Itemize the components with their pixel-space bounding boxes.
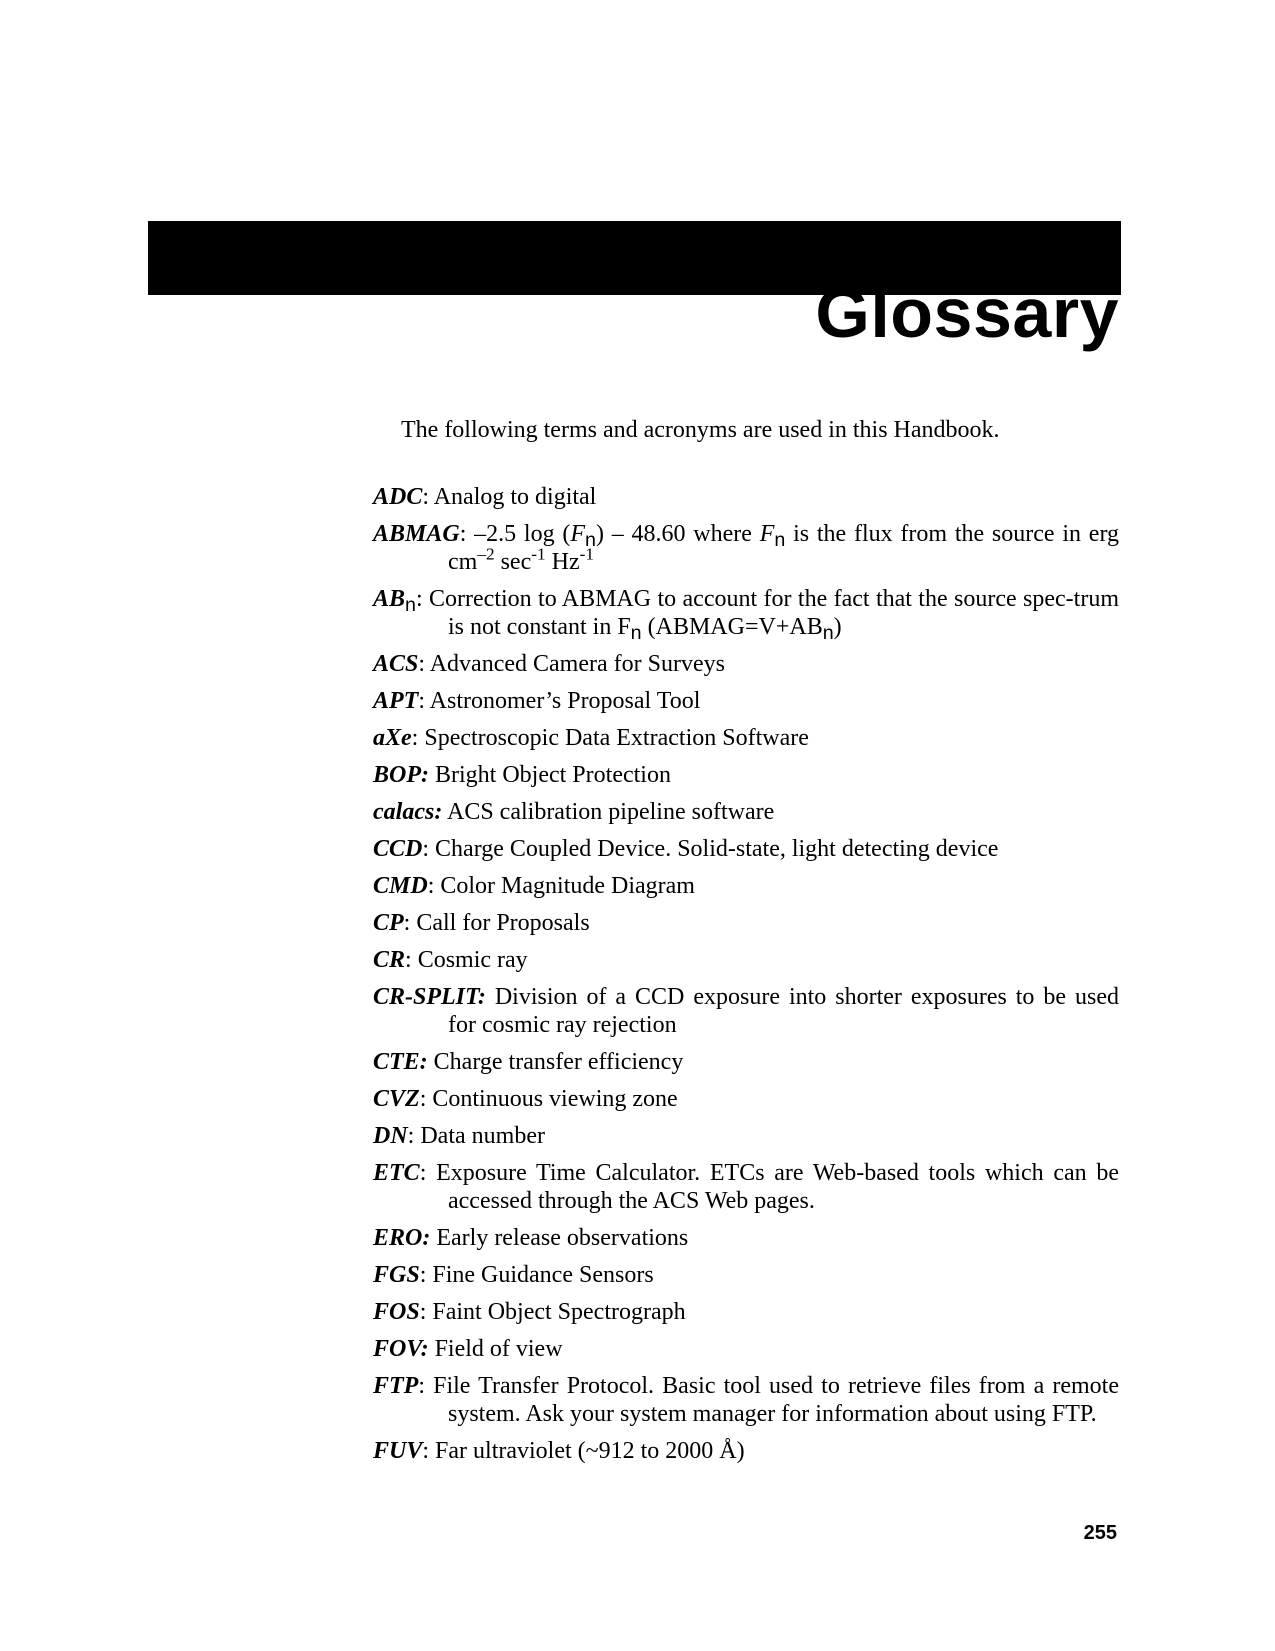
subscript: n (405, 593, 416, 616)
glossary-term: ACS (373, 651, 419, 677)
glossary-term: ETC (373, 1160, 420, 1186)
glossary-separator: : (419, 1262, 427, 1288)
glossary-entry-apt (373, 687, 1119, 715)
glossary-separator: : (419, 1160, 427, 1186)
glossary-term: FTP (373, 1373, 419, 1399)
superscript: -1 (579, 544, 595, 564)
variable: F (759, 521, 775, 547)
glossary-definition: Early release observations (430, 1225, 689, 1251)
glossary-definition: Astronomer’s Proposal Tool (425, 688, 701, 714)
glossary-entry-fgs (373, 1261, 1119, 1289)
glossary-separator: : (427, 873, 435, 899)
glossary-entry-ftp (373, 1372, 1119, 1428)
glossary-separator: : (419, 1086, 427, 1112)
glossary-entry-adc (373, 483, 1119, 511)
glossary-definition: Cosmic ray (411, 947, 528, 973)
glossary-entry-ero (373, 1224, 1119, 1252)
glossary-definition: Exposure Time Calculator. ETCs are Web-based tools which can be accessed through the ACS Web pages. (426, 1160, 1119, 1214)
subscript: n (774, 528, 786, 551)
glossary-entry-dn (373, 1122, 1119, 1150)
glossary-term: calacs: (373, 799, 443, 825)
glossary-term: FGS (373, 1262, 420, 1288)
subscript: n (630, 621, 642, 644)
glossary-term: APT (373, 688, 419, 714)
glossary-term: FUV (373, 1438, 423, 1464)
glossary-term: CP (373, 910, 404, 936)
glossary-separator: : (407, 1123, 415, 1149)
variable: F (570, 521, 586, 547)
definition-text: sec (494, 549, 532, 575)
glossary-separator: : (418, 688, 425, 714)
glossary-term: CCD (373, 836, 423, 862)
glossary-definition: Charge transfer efficiency (427, 1049, 684, 1075)
glossary-definition: Faint Object Spectrograph (426, 1299, 686, 1325)
glossary-term: ADC (373, 484, 423, 510)
glossary-entry-etc (373, 1159, 1119, 1215)
glossary-definition: Color Magnitude Diagram (434, 873, 695, 899)
glossary-entry-abmag (373, 520, 1119, 576)
page-number: 255 (1083, 1522, 1117, 1544)
glossary-entry-cr (373, 946, 1119, 974)
glossary-definition: ACS calibration pipeline software (442, 799, 775, 825)
glossary-separator: : (405, 947, 412, 973)
glossary-definition: Call for Proposals (410, 910, 590, 936)
glossary-separator: : (422, 484, 430, 510)
glossary-term: CVZ (373, 1086, 420, 1112)
superscript: -1 (531, 544, 546, 564)
glossary-separator: : (422, 836, 430, 862)
glossary-entry-cmd (373, 872, 1119, 900)
definition-text: (ABMAG=V+AB (641, 614, 823, 640)
glossary-entry-abn (373, 585, 1119, 644)
glossary-entry-axe (373, 724, 1119, 752)
glossary-term: CR (373, 947, 406, 973)
glossary-definition: Bright Object Protection (429, 762, 671, 788)
glossary-entry-cte (373, 1048, 1119, 1076)
glossary-term: aXe (373, 725, 412, 751)
intro-text: The following terms and acronyms are used in this Handbook. (401, 417, 1000, 443)
glossary-entry-acs (373, 650, 1119, 678)
subscript: n (585, 528, 596, 551)
glossary-definition: Field of view (428, 1336, 563, 1362)
chapter-title: Glossary (815, 274, 1119, 352)
glossary-term: ABMAG (373, 521, 460, 547)
glossary-entry-fuv (373, 1437, 1119, 1465)
subscript: n (822, 621, 834, 644)
definition-text: ) (833, 614, 842, 640)
glossary-entry-cp (373, 909, 1119, 937)
glossary-entry-fov (373, 1335, 1119, 1363)
glossary-definition: Far ultraviolet (~912 to 2000 Å) (429, 1438, 745, 1464)
glossary-separator: : (422, 1438, 430, 1464)
glossary-definition: Advanced Camera for Surveys (425, 651, 725, 677)
definition-text: : Correction to ABMAG to account for the fact that the source spec-trum is not constant in F (415, 586, 1119, 640)
definition-text: ) – 48.60 where (595, 521, 760, 547)
glossary-term: CMD (373, 873, 428, 899)
definition-text: is the flux from the source in erg cm (448, 521, 1119, 575)
glossary-separator: : (418, 1373, 425, 1399)
glossary-entry-ccd (373, 835, 1119, 863)
definition-text: Hz (545, 549, 580, 575)
glossary-entry-calacs (373, 798, 1119, 826)
glossary-entry-cvz (373, 1085, 1119, 1113)
glossary-term: AB (373, 586, 406, 612)
glossary-term: BOP: (373, 762, 429, 788)
glossary-separator: : (418, 651, 426, 677)
glossary-definition: Spectroscopic Data Extraction Software (418, 725, 809, 751)
glossary-term: CR-SPLIT: (373, 984, 486, 1010)
glossary-definition: Division of a CCD exposure into shorter exposures to be used for cosmic ray rejection (448, 984, 1119, 1038)
glossary-term: CTE: (373, 1049, 428, 1075)
glossary-separator: : (419, 1299, 427, 1325)
glossary-separator: : (403, 910, 411, 936)
glossary-entry-fos (373, 1298, 1119, 1326)
glossary-list (373, 483, 1119, 1474)
glossary-definition: Continuous viewing zone (426, 1086, 678, 1112)
glossary-definition: Data number (414, 1123, 545, 1149)
glossary-definition: Analog to digital (429, 484, 597, 510)
glossary-entry-bop (373, 761, 1119, 789)
superscript: –2 (477, 544, 495, 564)
glossary-term: FOS (373, 1299, 420, 1325)
glossary-entry-crsplit (373, 983, 1119, 1039)
glossary-separator: : (411, 725, 419, 751)
glossary-term: FOV: (373, 1336, 429, 1362)
glossary-definition: File Transfer Protocol. Basic tool used to retrieve files from a remote system. Ask your system manager for information about using FTP. (425, 1373, 1119, 1427)
glossary-definition: Fine Guidance Sensors (426, 1262, 654, 1288)
glossary-definition: Charge Coupled Device. Solid-state, light detecting device (429, 836, 999, 862)
glossary-term: ERO: (373, 1225, 431, 1251)
glossary-term: DN (373, 1123, 408, 1149)
definition-text: : –2.5 log ( (459, 521, 571, 547)
